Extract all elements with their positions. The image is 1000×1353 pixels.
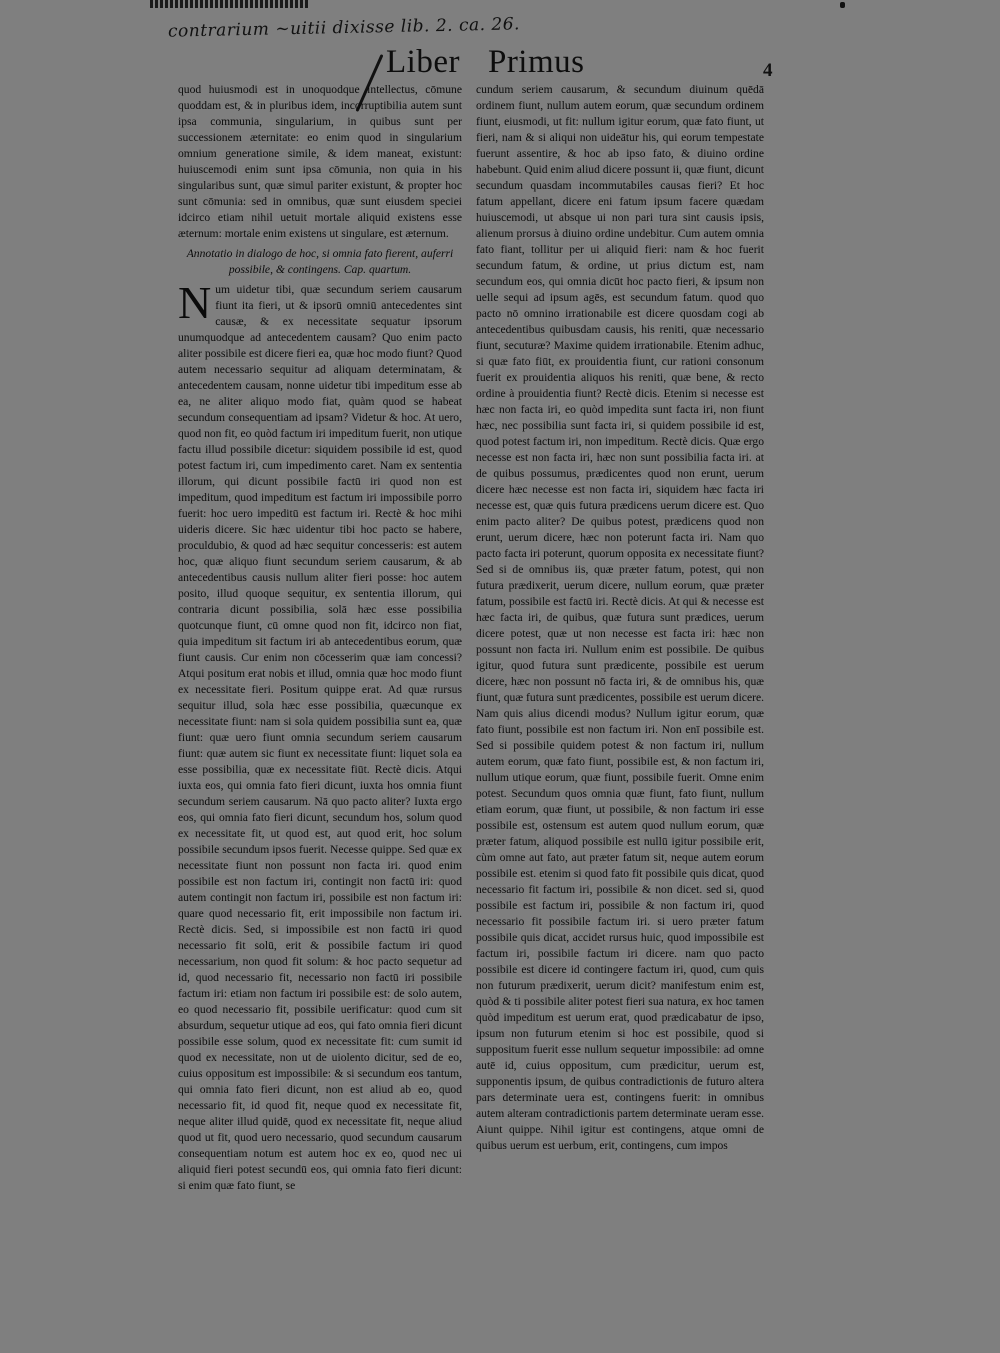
chapter-body-text: um uidetur tibi, quæ secundum seriem causarum fiunt ita fieri, ut & ipsorū omniū antecedentes sint causæ, & ex necessitate sequatur ipsorum unumquodque ad antecedentem causam? Quo enim pacto aliter possibile est dicere fieri ea, quæ hoc modo fiunt? Quod autem necessario sequitur ad aliquam determinatam, & antecedentem causam, nonne uidetur tibi impeditum esse ab ea, ne aliter aliquo modo fiat, quàm quod se habeat secundum consequentiam ad ipsam? Videtur & hoc. At uero, quod non fit, eo quòd factum iri impeditum fuerit, non utique factu illud possibile dicetur: siquidem possibile id est, quod potest factum iri, cum impedimento caret. Nam ex sententia illorum, qui dicunt possibile factū iri quod non est impeditum, quod impeditum est factum iri impossibile porro fuerit: hoc uero impeditū est factum iri. Rectè & hoc mihi uideris dicere. Sic hæc uidentur tibi hoc pacto se habere, proculdubio, & quod ad hæc sequitur concesseris: est autem hoc, quæ aliquo fiunt secundum seriem causarum, & ab antecedentibus causis nullum aliter fieri posse: hoc autem posito, illud quoque sequitur, ex sententia illorum, qui contraria dicunt possibilia, solā hæc esse possibilia quotcunque fiunt, cū omne quod non fit, idcirco non fiat, quia impeditum sit factum iri ab antecedentibus eorum, quæ fiunt causis. Cur enim non cōcesserim quæ iam concessi? Atqui positum erat nobis et illud, omnia quæ hoc modo fiunt ex necessitate fieri. Positum quippe erat. Ad quæ rursus sequitur illud, sola hæc esse possibilia, quæcunque ex necessitate fiunt: nam si sola quidem possibilia sunt ea, quæ fiunt: quæ uero fiunt omnia secundum seriem causarum fiunt: quæ autem sic fiunt ex necessitate fiunt: liquet sola ea esse possibilia, quæ ex necessitate fiūt. Rectè dicis. Atqui iuxta eos, qui omnia fato fieri dicunt, iuxta hos omnia fiunt secundum seriem causarum. Nā quo pacto aliter? Iuxta ergo eos, qui omnia fato fieri dicunt, secundum hos, solum quod ex necessitate fit, ut quod est, aut quod erit, hoc solum possibile secundum ipsos fuerit. Necesse quippe. Sed quæ ex necessitate fiunt non possunt non facta iri. quod enim possibile est non factum iri, contingit non factū iri: quod autem contingit non factum iri, possibile est non factum iri: quare quod necessario fit, erit impossibile non factum iri. Rectè dicis. Sed, si impossibile est non factū iri quod necessario fit solū, erit & possibile factum iri quod necessarium, non quod fit solum: & hoc pacto sequetur ad id, quod necessario fit, necessario non factū iri possibile factum iri: etiam non factum iri possibile est: de solo autem, eo quod necessario fit, possibile uerificatur: quod cum sit absurdum, sequetur utique ad eos, qui fato omnia fieri dicunt possibile esse solum, quod ex necessitate fit: cum sumit id quod ex necessitate, non ut de uiolento dicitur, sed de eo, cuius oppositum est impossibile: & si secundum eos tantum, qui omnia fato fieri dicunt, non est aliud ab eo, quod necessario fit, id quod fit, neque quod ex necessitate fit, neque aliter illud quidē, quod ex necessitate fit, neque aliud quod ut fit, quod uero necessario, quod secundum causarum consequentiam notum est autem hoc ex eo, quod nec ui aliquid fieri potest secundū eos, qui omnia fato fieri dicunt: si enim quæ fato fiunt, se xyxy=(178,283,462,1192)
opening-paragraph: quod huiusmodi est in unoquodque intellectus, cōmune quoddam est, & in pluribus idem, incorruptibilia autem sunt ipsa communia, singularium, in quibus sunt per successionem æternitate: eo enim quod in singularium omnium generatione simile, & idem maneat, existunt: huiuscemodi enim sunt ipsa cōmunia, non quia in his singularibus sunt, quæ simul pariter existunt, & propter hoc sunt cōmunia: sed in omnibus, quæ sunt eiusdem speciei idcirco etiam nihil uetuit mortale aliquid existens esse æternum: mortale enim existens ut singulare, est æternum. xyxy=(178,83,462,240)
running-head-word-2: Primus xyxy=(487,44,585,80)
scan-speck xyxy=(840,2,845,8)
drop-capital: N xyxy=(178,277,212,328)
chapter-heading xyxy=(178,246,462,278)
scan-edge-artifact xyxy=(150,0,310,8)
right-column-text: cundum seriem causarum, & secundum diuinum quēdā ordinem fiunt, nullum autem eorum, quæ secundum ordinem fiunt, eiusmodi, ut fit: nullum igitur eorum, quæ fato fiunt, ut fieri, nam & si aliqui non uideātur his, qui eorum tempestate fuerunt assentire, & hoc ab ipso fato, & diuino ordine habebunt. Quid enim aliud dicere possunt ii, quæ fiunt, dicunt secundum quasdam incommutabiles causas fieri? Et hoc fatum appellant, dicere eni fatum ipsum facere quædam huiuscemodi, ut absque ui non pari tura sint causis ipsis, alienum prorsus à diuino ordine undebitur. Cum autem omnia fato fiant, tollitur per ui aliquid fieri: nam & hoc fuerit secundum fatum, & ordine, ut prius dictum est, nam secundum eos, qui omnia dicūt hoc pacto fieri, & ipsum non uelle sequi ad ipsum agēs, est secundum fatum. quod quo pacto nō omnino irrationabile est dicere quosdam cogi ab antecedentibus quibusdam causis, his reniti, quæ necessario fiunt, secuturæ? Maxime quidem irrationabile. Etenim adhuc, si quæ fato fiūt, ex prouidentia fiunt, cur rationi consonum fuerit ex prouidentia aliquos his reniti, quæ bene, & recto ordine à prouidentia fiunt? Rectè dicis. Etenim si necesse est hæc non facta iri, eo quòd impedita sunt facta iri, non fiunt hæc, nec possibilia sunt facta iri, si quidem possibile id est, quod potest factum iri, non impeditum. Rectè dicis. Quæ ergo necesse est non facta iri, hæc non sunt possibilia facta iri. at de quibus possumus, prædicentes quod non erunt, uerum dicere hæc necesse est non facta iri, siquidem hæc facta iri necesse est, quæ quis futura prædicens uerum dicere est. Quo enim pacto aliter? De quibus potest, prædicens quod non erunt, uerum dicere, hæc non poterunt facta iri. Nam quo pacto facta iri poterunt, quorum opposita ex necessitate fiunt? Sed si de omnibus iis, quæ præter fatum, potest, qui non futura prædixerit, uerum dicere, nullum eorum, quæ præter fatum, possibile est factū iri. Rectè dicis. At qui & necesse est hæc facta iri, de quibus, quæ futura sunt prædices, uerum dicere potest, quæ ut non necesse est facta iri: hæc non possunt non facta iri. Nullum enim est possibile. De quibus igitur, quod futura sunt prædicente, possibile est uerum dicere, hæc non possunt nō facta iri, & de omnibus his, quæ fiunt, quæ futura sunt prædicentes, possibile est uerum dicere. Nam quis alius dicendi modus? Nullum igitur eorum, quæ fato fiunt, possibile est non factum iri. Non enī possibile est. Sed si possibile quidem potest & non factum iri, nullum autem eorum, quæ fato fiunt, possibile est, & non factum iri, nullum utique eorum, quæ fiunt, possibile fuerit. Omne enim potest. Secundum quos omnia quæ fiunt, fato fiunt, nullum etiam eorum, quæ fiunt, ut possibile, & non factum iri esse possibile est, ostensum est autem quod nullum eorum, quæ præter fatum, aliquod possibile est nullū igitur possibile erit, cùm omne aut fato, aut præter fatum sit, neque autem eorum possibile est. etenim si quod fato fit possibile quis dicat, quod necessario fit factum iri, possibile & non dicet. sed si, quod possibile est factum iri, possibile & non factum iri, quod necessario fit possibile factum iri. si uero præter fatum possibile quis dicat, accidet rursus huic, quod impossibile est factum iri, possibile factum iri dicere. nam quo pacto possibile est dicere id contingere factum iri, quod, cum quis non futurum prædixerit, uerum dicit? manifestum enim est, quòd & ti possibile aliter potest fieri sua natura, ex hoc tamen quòd impeditum est uerum erat, quod prædicabatur de ipso, ipsum non futurum etenim si hoc est possibile, quod si suppositum fuerit esse nullum sequetur impossibile: ad omne autē id, cuius oppositum, cum prædicitur, uerum est, supponentis ipsum, de quibus contradictionis de futuro altera pars determinate uera est, contingens fuerit: in omnibus autem alteram contradictionis partem determinate ueram esse. Aiunt quippe. Nihil igitur est contingens, atque omni de quibus uerum est uerbum, erit, contingens, cum impos xyxy=(476,83,764,1152)
chapter-heading-line-1: Annotatio in dialogo de hoc, si omnia fato fierent, auferri xyxy=(186,247,454,260)
chapter-heading-line-2: possibile, & contingens. Cap. quartum. xyxy=(228,263,412,276)
left-text-column xyxy=(178,82,462,1194)
chapter-body xyxy=(178,277,462,1194)
running-head-word-1: Liber xyxy=(386,44,460,80)
running-head xyxy=(386,44,585,81)
handwritten-annotation: contrarium ~uitii dixisse lib. 2. ca. 26. xyxy=(167,14,521,42)
right-text-column xyxy=(476,82,764,1154)
page-number: 4 xyxy=(763,60,773,81)
